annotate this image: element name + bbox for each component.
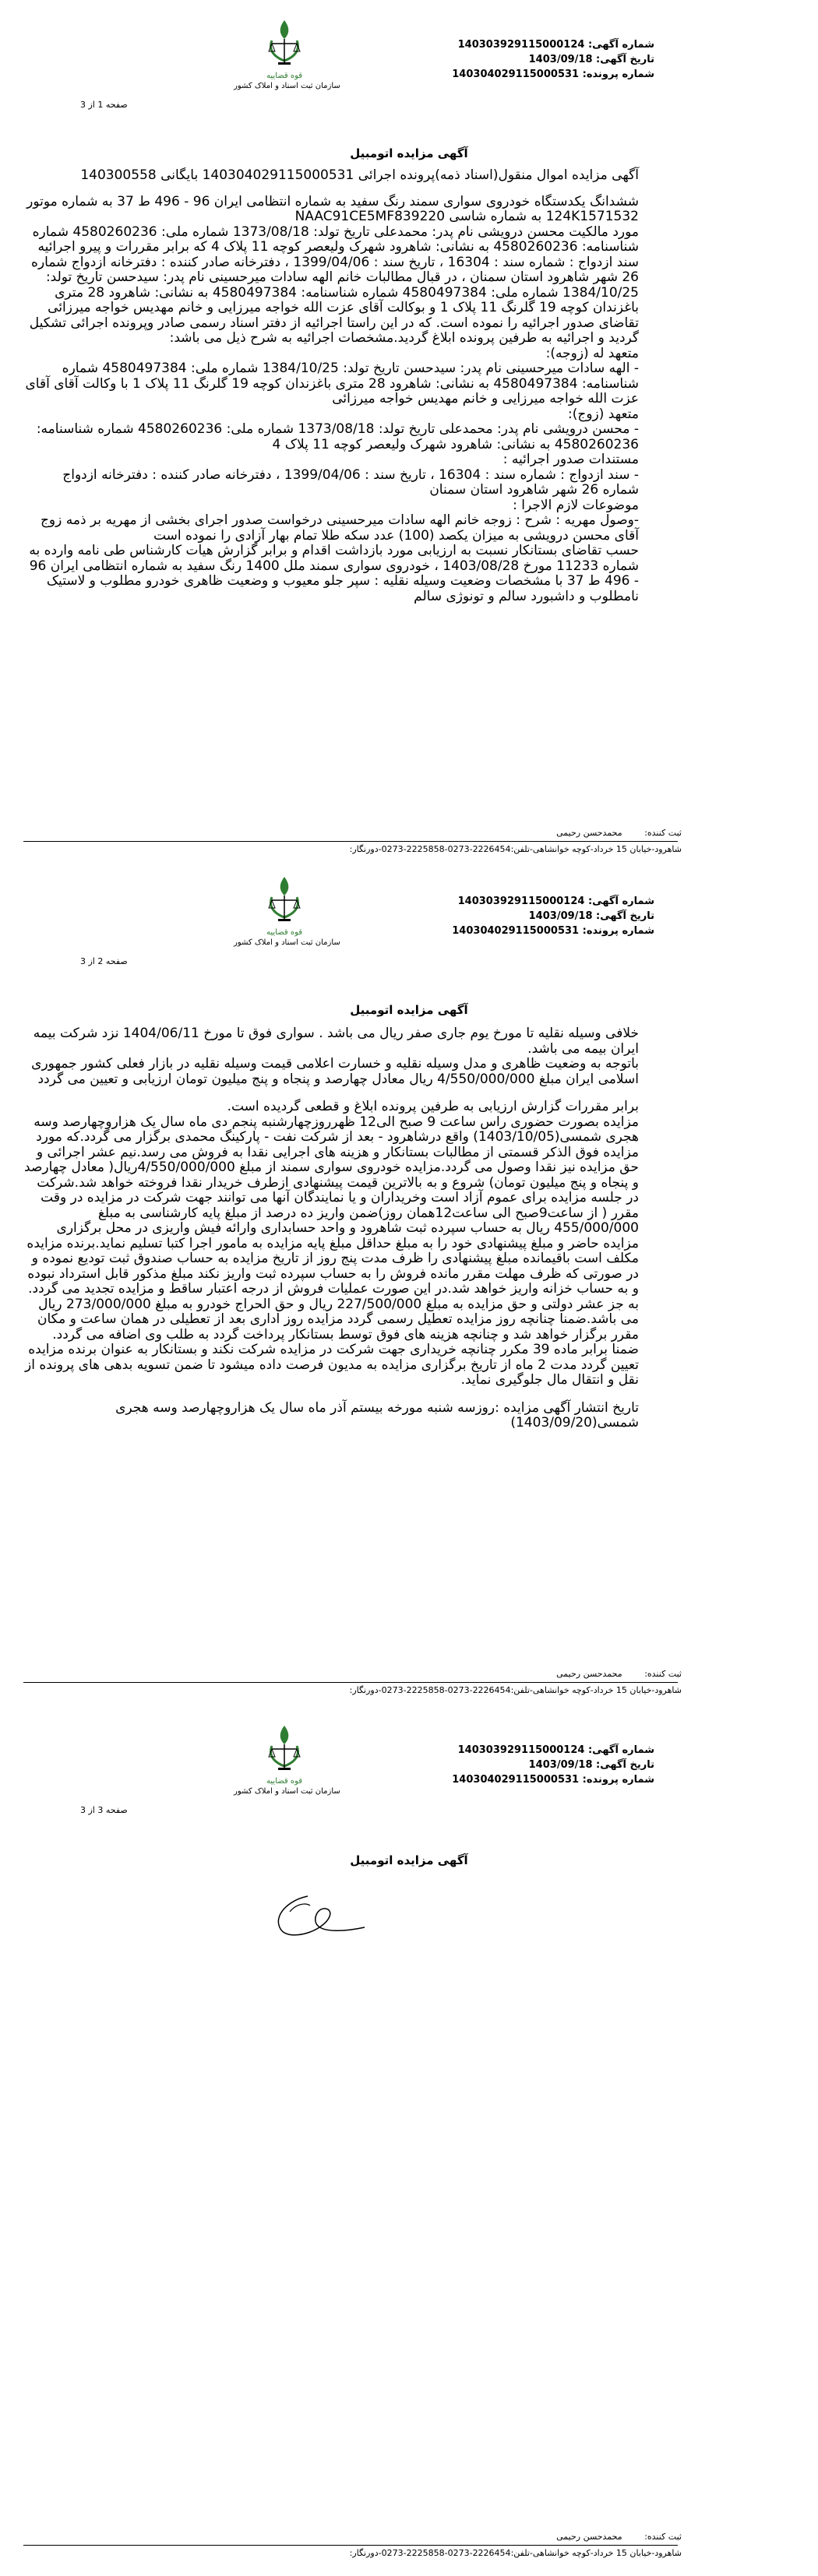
paragraph: حسب تقاضای بستانکار نسبت به ارزیابی مورد بازداشت اقدام و برابر گزارش هیات کارشناس طی نامه وارده به شماره 11233 مورخ 1403/08/28 ، خودروی سواری سمند ملل 1400 رنگ سفید به شماره انتظامی ایران 96 - 496 ط 37 با مشخصات وضعیت وسیله نقلیه : سپر جلو معیوب و وضعیت ظاهری خودرو مطلوب و لاستیک نامطلوب و داشبورد سالم و تونوژی سالم [29,543,639,604]
footer-divider [23,841,678,842]
page-header [0,857,818,973]
signature-icon [234,1881,374,1951]
document-body [23,1026,639,1431]
ad-number: شماره آگهی: 140303929115000124 [457,39,654,51]
emblem-caption: قوه قضاییه [266,1777,303,1786]
ad-meta [421,1743,654,1787]
case-number: شماره پرونده: 140304029115000531 [452,69,654,80]
emblem-caption: قوه قضاییه [266,72,303,80]
organization-name: سازمان ثبت اسناد و املاک کشور [234,938,340,947]
paragraph: ششدانگ یکدستگاه خودروی سواری سمند رنگ سفید به شماره انتظامی ایران 96 - 496 ط 37 به شماره موتور 124K1571532 به شماره شاسی NAAC91CE5MF839220 [26,193,639,224]
registrar [19,1669,682,1680]
page-footer [19,828,682,839]
emblem [234,874,340,959]
paragraph: مزایده بصورت حضوری راس ساعت 9 صبح الی12 ظهرروزچهارشنبه پنجم دی ماه سال یک هزاروچهارصد وسه هجری شمسی(1403/10/05) واقع درشاهرود - بعد از شرکت نفت - پارکینگ محمدی برگزار می گردد.که مورد مزایده فوق الذکر قسمتی از مطالبات بستانکار و هزینه های اجرایی نقدا به فروش می رسد.نیم عشر اجرائی و حق مزایده نیز نقدا وصول می گردد.مزایده خودروی سواری سمند از مبلغ 4/550/000/000ریال( معادل چهارصد و پنجاه و پنج میلیون تومان) شروع و به بالاترین قیمت پیشنهادی ازطرف خریدار نقدا فروخته خواهد شد.شرکت در جلسه مزایده برای عموم آزاد است وخریداران و یا نمایندگان آنها می توانند جهت شرکت در مزایده در وقت مقرر ( از ساعت9صبح الی ساعت12همان روز)ضمن واریز ده درصد از مبلغ پایه کارشناسی به مبلغ 455/000/000 ریال به حساب سپرده ثبت شاهرود و واحد حسابداری وارائه فیش واریزی در محل برگزاری مزایده حاضر و مبلغ پیشنهادی خود را به مبلغ حداقل مبلغ پایه مزایده به مامور اجرا کتبا تسلیم نماید.برنده مزایده مکلف است باقیمانده مبلغ پیشنهادی را ظرف مدت پنج روز از تاریخ مزایده به حساب صندوق ثبت تودیع نموده و در صورتی که ظرف مهلت مقرر مانده فروش را به حساب سپرده ثبت واریز نکند مبلغ مذکور قابل استرداد نبوده و به حساب خزانه واریز خواهد شد.در این صورت عملیات فروش از درجه اعتبار ساقط و مزایده تجدید می گردد. به جز عشر دولتی و حق مزایده به مبلغ 227/500/000 ریال و حق الحراج خودرو به مبلغ 273/000/000 ریال می باشد.ضمنا چنانچه روز مزایده تعطیل رسمی گردد مزایده روز اداری بعد از تعطیلی در همان ساعت و مکان مقرر برگزار خواهد شد و چنانچه هزینه های فوق توسط بستانکار پرداخت گردد به طلب وی اضافه می گردد. [24,1114,639,1343]
registrar [19,2532,682,2543]
ad-date: تاریخ آگهی: 1403/09/18 [528,910,654,922]
footer-divider [23,1682,678,1683]
judiciary-emblem-icon [261,874,308,928]
document-page-1 [0,0,818,854]
case-number: شماره پرونده: 140304029115000531 [452,925,654,937]
page-number: صفحه 2 از 3 [80,956,128,966]
emblem [234,1723,340,1808]
footer-divider [23,2545,678,2546]
paragraph: مورد مالکیت محسن درویشی نام پدر: محمدعلی تاریخ تولد: 1373/08/18 شماره ملی: 4580260236 شماره شناسنامه: 4580260236 به نشانی: شاهرود شهرک ولیعصر کوچه 11 پلاک 4 که برابر مقررات و پیرو اجرائیه سند ازدواج : شماره سند : 16304 ، تاریخ سند : 1399/04/06 ، دفترخانه صادر کننده : دفترخانه ازدواج شماره 26 شهر شاهرود استان سمنان ، در قبال مطالبات خانم الهه سادات میرحسینی نام پدر: سیدحسن تاریخ تولد: 1384/10/25 شماره ملی: 4580497384 شماره شناسنامه: 4580497384 به نشانی: شاهرود 28 متری باغزندان کوچه 19 گلرنگ 11 پلاک 1 و بوکالت آقای عزت الله خواجه میرزایی و خانم مهدیس خواجه میرزائی تقاضای صدور اجرائیه را نموده است. که در این راستا اجرائیه از دفتر اسناد رسمی صادر وپرونده اجرائی تشکیل گردید و اجرائیه به طرفین پرونده ابلاغ گردید.مشخصات اجرائیه به شرح ذیل می باشد: [29,223,639,346]
document-body [23,168,639,604]
document-page-3 [0,1705,818,2576]
page-number: صفحه 1 از 3 [80,100,128,110]
paragraph: - الهه سادات میرحسینی نام پدر: سیدحسن تاریخ تولد: 1384/10/25 شماره ملی: 4580497384 شماره شناسنامه: 4580497384 به نشانی: شاهرود 28 متری باغزندان کوچه 19 گلرنگ 11 پلاک 1 با وکالت آقای آقای عزت الله خواجه میرزایی و خانم مهدیس خواجه میرزائی [25,361,639,406]
page-title: آگهی مزایده اتومبیل [350,146,468,160]
registrar-label: ثبت کننده: [644,828,682,838]
page-title: آگهی مزایده اتومبیل [350,1853,468,1867]
ad-date: تاریخ آگهی: 1403/09/18 [528,54,654,65]
judiciary-emblem-icon [261,17,308,72]
emblem [234,17,340,103]
footer-address: شاهرود-خیابان 15 خرداد-کوچه خوانشاهی-تلفن:2226454-0273-2225858-0273-دورنگار: [349,2548,682,2558]
page-title: آگهی مزایده اتومبیل [350,1003,468,1017]
paragraph: متعهد له (زوجه): [545,345,639,361]
paragraph: خلافی وسیله نقلیه تا مورخ یوم جاری صفر ریال می باشد . سواری فوق تا مورخ 1404/06/11 نزد شرکت بیمه ایران بیمه می باشد. [33,1026,639,1057]
paragraph: آگهی مزایده اموال منقول(اسناد ذمه)پرونده اجرائی 140304029115000531 بایگانی 140300558 [80,167,639,183]
paragraph: - محسن درویشی نام پدر: محمدعلی تاریخ تولد: 1373/08/18 شماره ملی: 4580260236 شماره شناسنامه: 4580260236 به نشانی: شاهرود شهرک ولیعصر کوچه 11 پلاک 4 [36,421,639,452]
registrar-name: محمدحسن رحیمی [556,828,622,838]
page-header [0,0,818,117]
registrar-label: ثبت کننده: [644,2532,682,2542]
page-header [0,1705,818,1822]
registrar-name: محمدحسن رحیمی [556,2532,622,2542]
registrar [19,828,682,839]
ad-number: شماره آگهی: 140303929115000124 [457,896,654,907]
case-number: شماره پرونده: 140304029115000531 [452,1774,654,1786]
paragraph: ضمنا برابر ماده 39 مکرر چنانچه خریداری جهت شرکت در مزایده شرکت نکند و بستانکار به عنوان برنده مزایده تعیین گردد مدت 2 ماه از تاریخ برگزاری مزایده به مدیون فرصت داده میشود تا ضمن تسویه بدهی های پرونده از نقل و انتقال مال جلوگیری نماید. [25,1342,639,1388]
organization-name: سازمان ثبت اسناد و املاک کشور [234,82,340,90]
paragraph: برابر مقررات گزارش ارزیابی به طرفین پرونده ابلاغ و قطعی گردیده است. [227,1099,639,1114]
paragraph: موضوعات لازم الاجرا : [513,497,639,513]
footer-address: شاهرود-خیابان 15 خرداد-کوچه خوانشاهی-تلفن:2226454-0273-2225858-0273-دورنگار: [349,844,682,854]
ad-meta [421,894,654,938]
footer-address: شاهرود-خیابان 15 خرداد-کوچه خوانشاهی-تلفن:2226454-0273-2225858-0273-دورنگار: [349,1685,682,1695]
registrar-label: ثبت کننده: [644,1669,682,1679]
ad-date: تاریخ آگهی: 1403/09/18 [528,1759,654,1771]
ad-meta [421,37,654,82]
paragraph: - سند ازدواج : شماره سند : 16304 ، تاریخ سند : 1399/04/06 ، دفترخانه صادر کننده : دفترخانه ازدواج شماره 26 شهر شاهرود استان سمنان [62,466,639,498]
paragraph: مستندات صدور اجرائیه : [502,452,639,467]
registrar-name: محمدحسن رحیمی [556,1669,622,1679]
paragraph: باتوجه به وضعیت ظاهری و مدل وسیله نقلیه و خسارت اعلامی قیمت وسیله نقلیه در بازار فعلی کشور جمهوری اسلامی ایران مبلغ 4/550/000/000 ریال معادل چهارصد و پنجاه و پنج میلیون تومان ارزیابی و تعیین می گردد [31,1056,639,1087]
paragraph: -وصول مهریه : شرح : زوجه خانم الهه سادات میرحسینی درخواست صدور اجرای بخشی از مهریه بر ذمه زوج آقای محسن درویشی به میزان یکصد (100) عدد سکه طلا تمام بهار آزادی را نموده است [40,512,639,544]
paragraph: متعهد (زوج): [568,406,639,422]
emblem-caption: قوه قضاییه [266,928,303,937]
page-footer [19,2532,682,2543]
paragraph: تاریخ انتشار آگهی مزایده :روزسه شنبه مورخه بیستم آذر ماه سال یک هزاروچهارصد وسه هجری شمسی(1403/09/20) [115,1399,639,1431]
page-footer [19,1669,682,1680]
page-number: صفحه 3 از 3 [80,1805,128,1815]
organization-name: سازمان ثبت اسناد و املاک کشور [234,1787,340,1796]
document-page-2 [0,857,818,1698]
judiciary-emblem-icon [261,1723,308,1777]
ad-number: شماره آگهی: 140303929115000124 [457,1744,654,1756]
